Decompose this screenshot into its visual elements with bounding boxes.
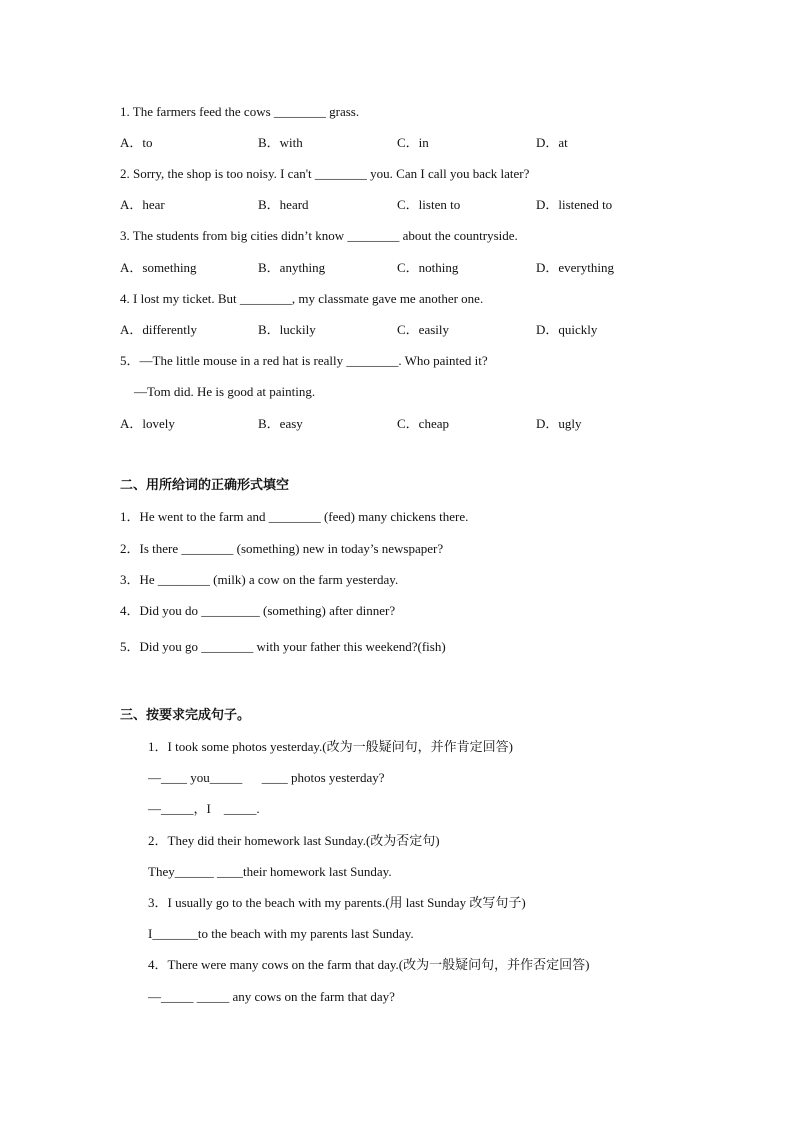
option-3a: A．something: [120, 260, 197, 275]
question-1: 1. The farmers feed the cows ________ grass.: [120, 104, 360, 119]
question-2: 2. Sorry, the shop is too noisy. I can't ________ you. Can I call you back later?: [120, 166, 530, 181]
rewrite-1-answer: —_____，I _____.: [148, 801, 260, 816]
option-1d: D．at: [536, 135, 568, 150]
section-3-heading: 三、按要求完成句子。: [120, 708, 251, 723]
question-5-answer: —Tom did. He is good at painting.: [134, 384, 316, 399]
rewrite-2-answer: They______ ____their homework last Sunday.: [148, 864, 392, 879]
section-2-heading: 二、用所给词的正确形式填空: [120, 478, 290, 493]
option-1b: B．with: [258, 135, 303, 150]
fill-item-5: 5．Did you go ________ with your father this weekend?(fish): [120, 639, 446, 654]
option-5d: D．ugly: [536, 416, 582, 431]
rewrite-4-question: —_____ _____ any cows on the farm that day?: [148, 989, 395, 1004]
option-4c: C．easily: [397, 322, 449, 337]
fill-item-3: 3．He ________ (milk) a cow on the farm yesterday.: [120, 572, 399, 587]
option-3c: C．nothing: [397, 260, 459, 275]
fill-item-4: 4．Did you do _________ (something) after dinner?: [120, 603, 396, 618]
question-3: 3. The students from big cities didn’t know ________ about the countryside.: [120, 228, 518, 243]
rewrite-4-prompt: 4．There were many cows on the farm that day.(改为一般疑问句，并作否定回答): [148, 957, 590, 972]
option-2d: D．listened to: [536, 197, 613, 212]
rewrite-1-question: —____ you_____ ____ photos yesterday?: [148, 770, 385, 785]
question-4: 4. I lost my ticket. But ________, my classmate gave me another one.: [120, 291, 484, 306]
rewrite-3-answer: I_______to the beach with my parents last Sunday.: [148, 926, 414, 941]
rewrite-2-prompt: 2．They did their homework last Sunday.(改为否定句): [148, 833, 440, 848]
rewrite-3-prompt: 3．I usually go to the beach with my parents.(用 last Sunday 改写句子): [148, 895, 526, 910]
option-2b: B．heard: [258, 197, 309, 212]
option-3d: D．everything: [536, 260, 614, 275]
option-2c: C．listen to: [397, 197, 461, 212]
option-5a: A．lovely: [120, 416, 175, 431]
fill-item-2: 2．Is there ________ (something) new in today’s newspaper?: [120, 541, 444, 556]
option-5b: B．easy: [258, 416, 303, 431]
option-1c: C．in: [397, 135, 429, 150]
option-1a: A．to: [120, 135, 153, 150]
option-5c: C．cheap: [397, 416, 449, 431]
fill-item-1: 1．He went to the farm and ________ (feed) many chickens there.: [120, 509, 469, 524]
option-2a: A．hear: [120, 197, 165, 212]
option-4d: D．quickly: [536, 322, 598, 337]
option-3b: B．anything: [258, 260, 326, 275]
option-4b: B．luckily: [258, 322, 316, 337]
question-5: 5．—The little mouse in a red hat is really ________. Who painted it?: [120, 353, 488, 368]
rewrite-1-prompt: 1．I took some photos yesterday.(改为一般疑问句，并作肯定回答): [148, 739, 513, 754]
option-4a: A．differently: [120, 322, 198, 337]
